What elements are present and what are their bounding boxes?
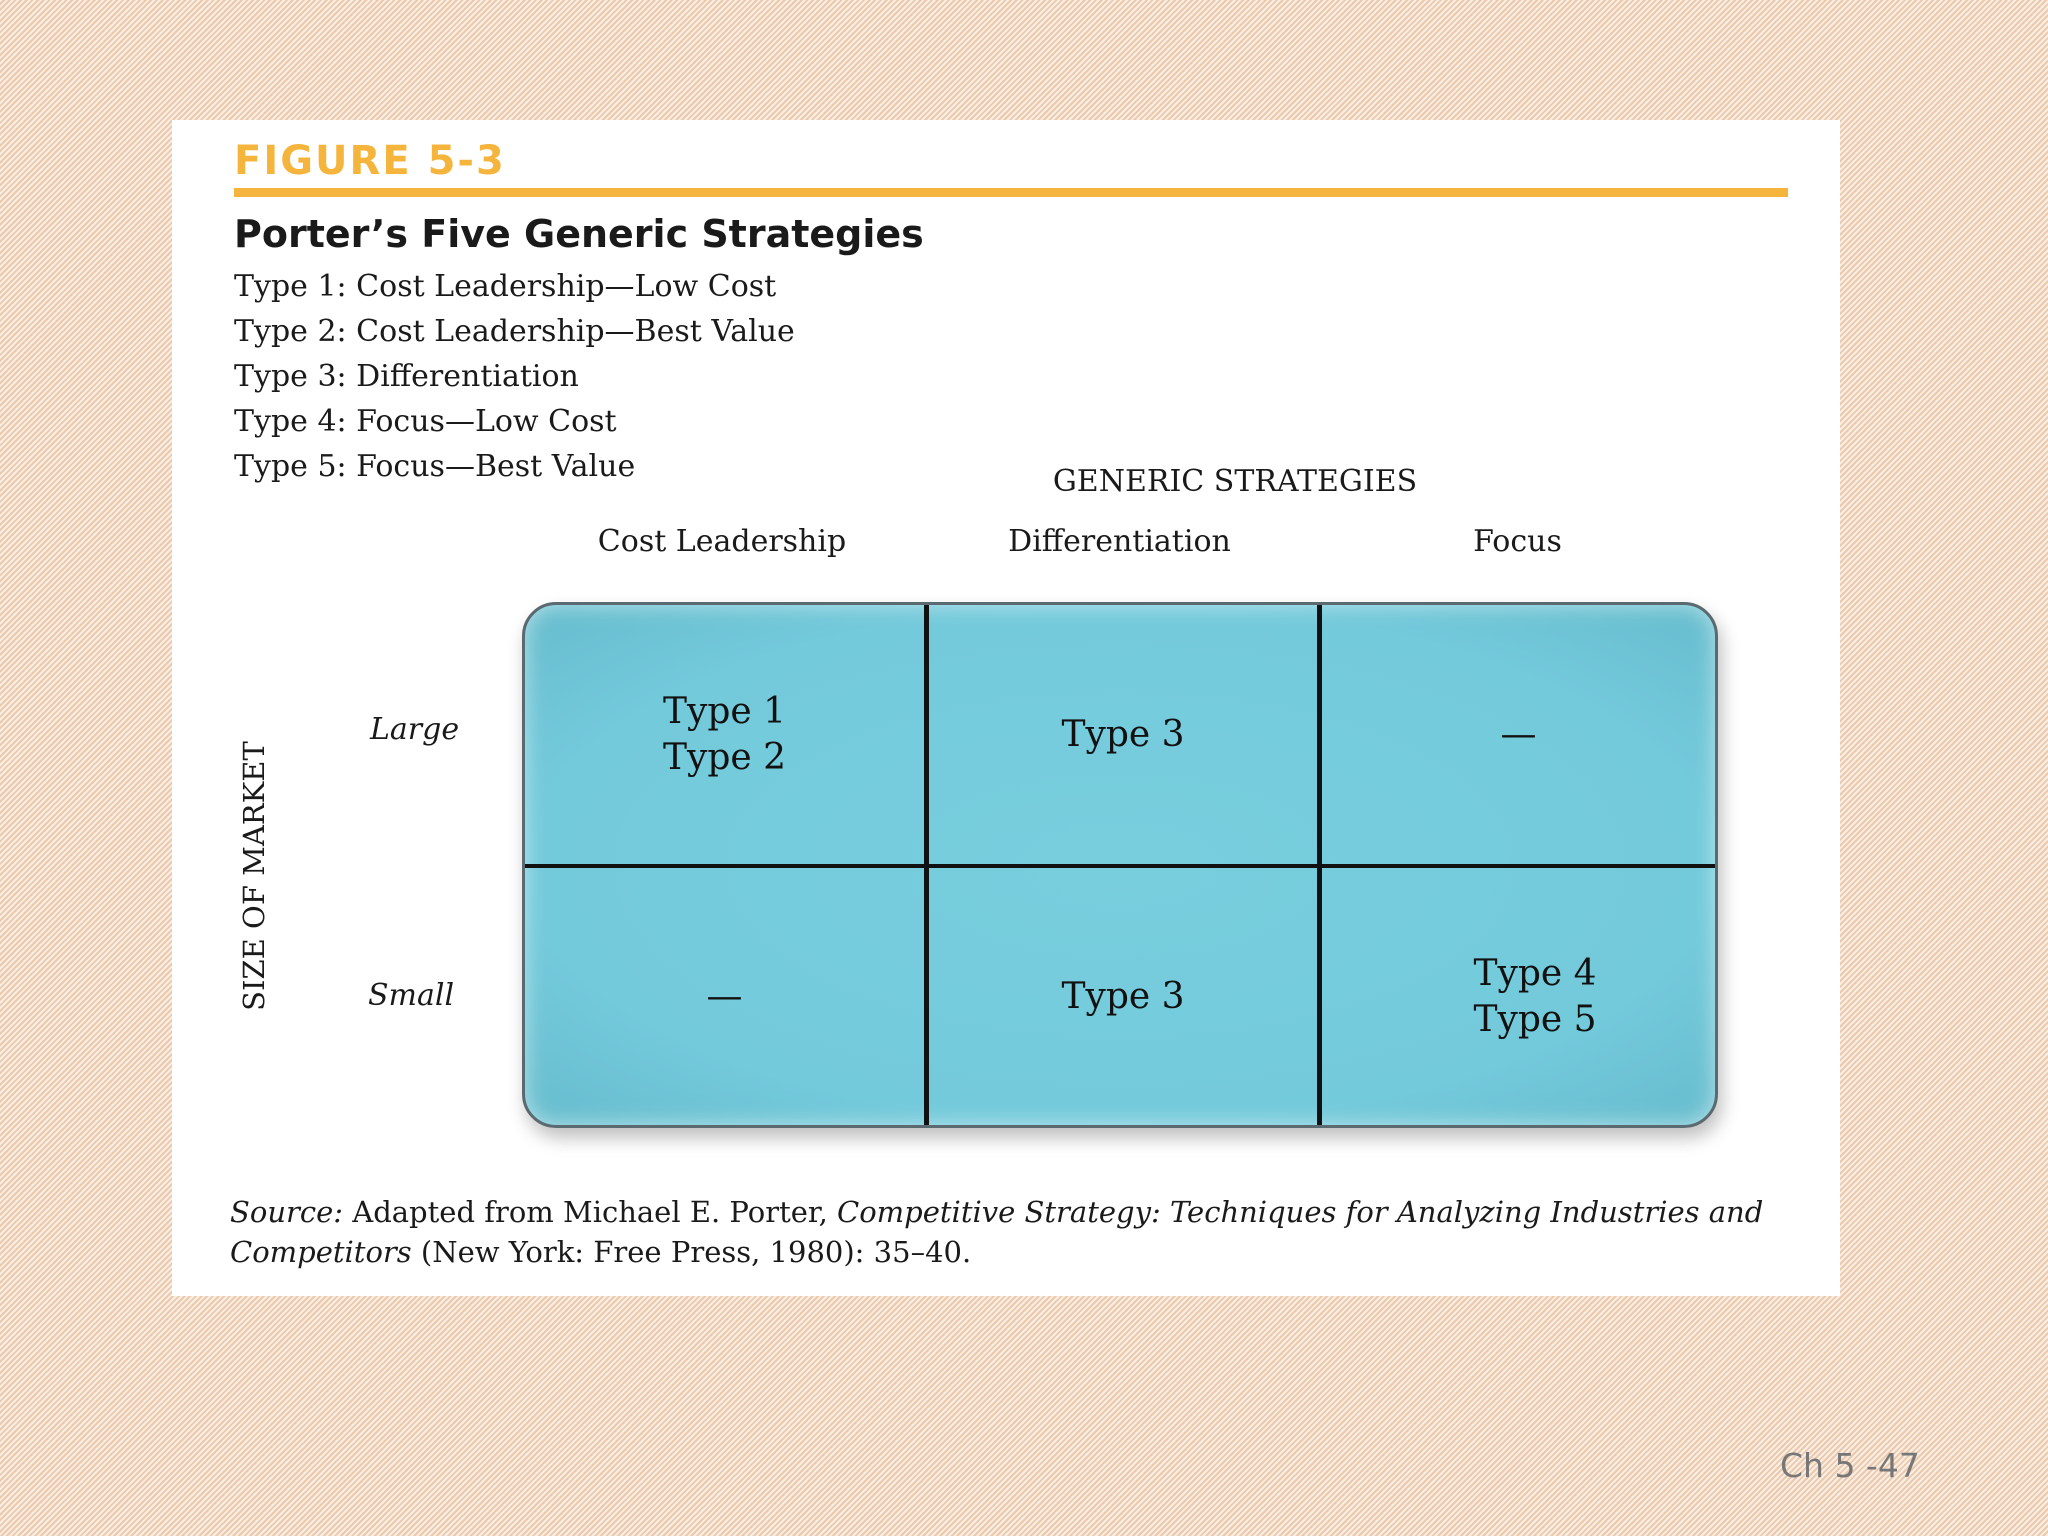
cell-entry: Type 1 (662, 690, 787, 732)
cell-entry: Type 3 (1061, 975, 1185, 1017)
source-citation (230, 1192, 1810, 1272)
type-list (234, 264, 795, 489)
figure-panel (172, 120, 1840, 1296)
column-heading-focus: Focus (1473, 524, 1562, 559)
cell-entry: Type 3 (1061, 713, 1185, 755)
figure-rule (234, 188, 1788, 197)
matrix-cell-large-cost-leadership (525, 605, 924, 864)
row-heading-large: Large (370, 712, 460, 747)
figure-label: FIGURE 5-3 (234, 138, 506, 184)
cell-entry: — (1500, 713, 1537, 755)
slide-page-number: Ch 5 -47 (1780, 1446, 1920, 1485)
type-item: Type 1: Cost Leadership—Low Cost (234, 269, 777, 304)
matrix-cell-small-cost-leadership (525, 868, 924, 1125)
type-item: Type 3: Differentiation (234, 359, 579, 394)
matrix-cell-small-focus (1322, 868, 1718, 1125)
matrix-cell-large-focus (1322, 605, 1715, 864)
cell-entry: — (706, 975, 743, 1017)
type-item: Type 5: Focus—Best Value (234, 449, 636, 484)
cell-entry: Type 4 (1473, 952, 1597, 994)
figure-title: Porter’s Five Generic Strategies (234, 212, 924, 256)
matrix-cell-small-differentiation (929, 868, 1317, 1125)
type-item: Type 4: Focus—Low Cost (234, 404, 617, 439)
generic-strategies-heading: GENERIC STRATEGIES (1052, 464, 1418, 499)
column-heading-cost-leadership: Cost Leadership (597, 524, 847, 559)
source-book-title: Competitive Strategy: Techniques for Analyzing Industries and Competitors (230, 1195, 1764, 1269)
column-heading-differentiation: Differentiation (1008, 524, 1231, 559)
strategy-matrix (522, 602, 1718, 1128)
size-of-market-axis-label: SIZE OF MARKET (237, 741, 271, 1011)
cell-entry: Type 2 (662, 736, 787, 778)
cell-entry: Type 5 (1473, 998, 1597, 1040)
source-lead: Source: (230, 1195, 344, 1229)
matrix-cell-large-differentiation (929, 605, 1317, 864)
source-publication: (New York: Free Press, 1980): 35–40. (411, 1235, 972, 1269)
row-heading-small: Small (368, 978, 455, 1013)
type-item: Type 2: Cost Leadership—Best Value (234, 314, 795, 349)
source-text: Adapted from Michael E. Porter, (343, 1195, 838, 1229)
